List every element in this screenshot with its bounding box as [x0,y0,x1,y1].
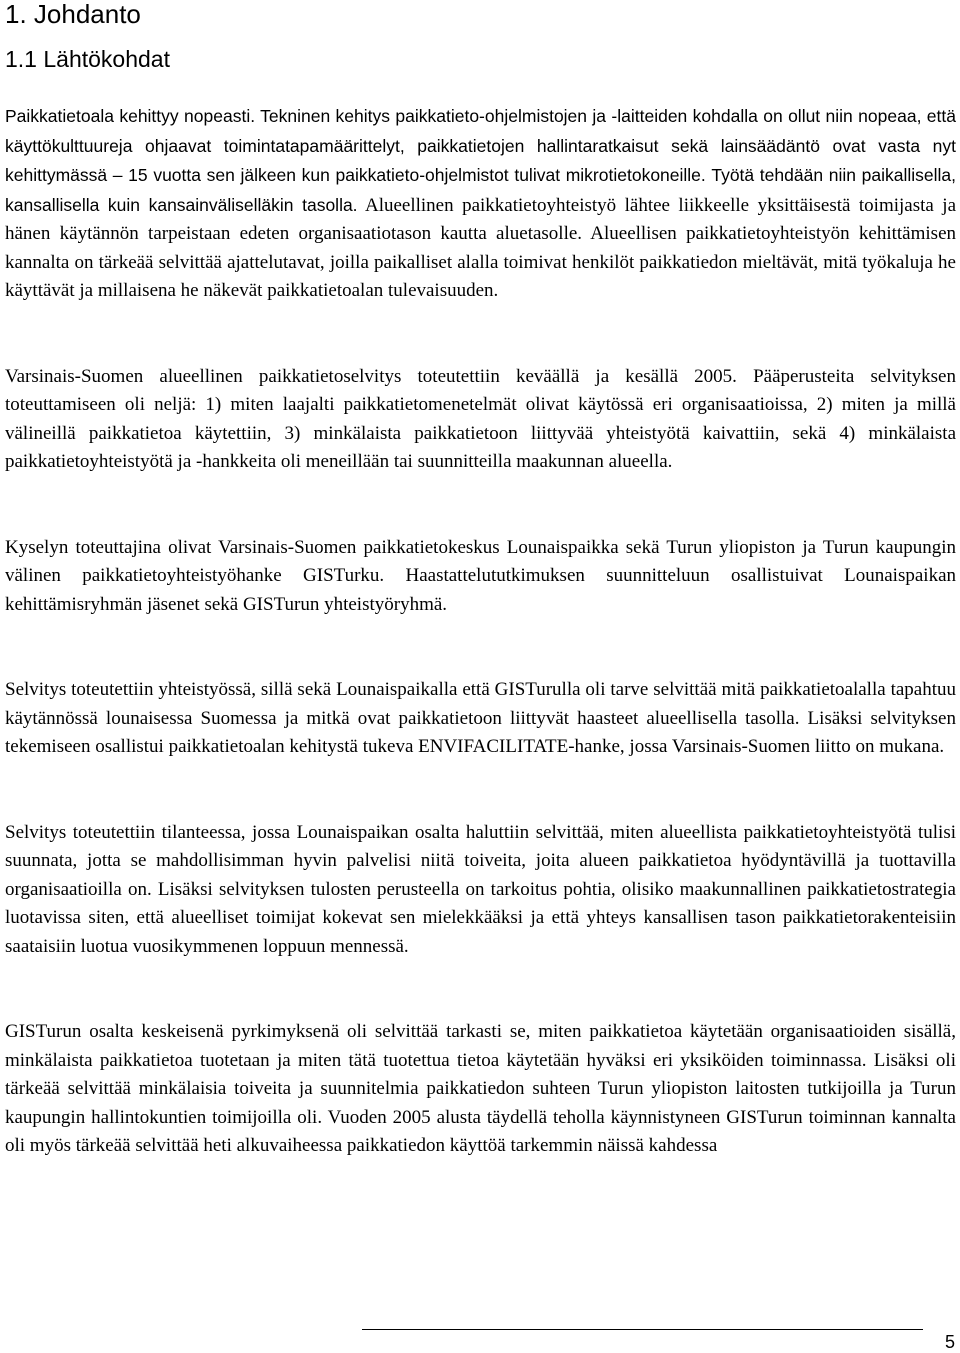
paragraph-1-part-2: Työtä tehdään niin paikallisella, kansallisella kuin kansainväliselläkin tasolla. [5,165,956,215]
paragraph-1-part-3: Alueellinen paikkatietoyhteistyö lähtee liikkeelle yksittäisestä toimijasta ja hänen käytännön tarpeistaan edeten organisaatiotason kautta aluetasolle. Alueellisen paikkatietoyhteistyön kehittämisen kannalta on tärkeää selvittää ajattelutavat, joilla paikalliset alalla toimivat henkilöt paikkatiedon mieltävät, mitä työkaluja he käyttävät ja millaisena he näkevät paikkatietoalan tulevaisuuden. [5,194,957,301]
chapter-heading: 1. Johdanto [5,0,141,29]
paragraph-6: GISTurun osalta keskeisenä pyrkimyksenä oli selvittää tarkasti se, miten paikkatietoa käytetään organisaatioiden sisällä, minkälaista paikkatietoa tuotetaan ja miten tätä tuotettua tietoa käytetään hyväksi eri yksiköiden toiminnassa. Lisäksi oli tärkeää selvittää minkälaisia toiveita ja suunnitelmia paikkatiedon suhteen Turun yliopiston laitosten tutkijoilla ja Turun kaupungin hallintokuntien toimijoilla oli. Vuoden 2005 alusta täydellä teholla käynnistyneen GISTurun toiminnan kannalta oli myös tärkeää selvittää heti alkuvaiheessa paikkatiedon käyttöä tarkemmin näissä kahdessa [5,1021,956,1156]
paragraph-2: Varsinais-Suomen alueellinen paikkatietoselvitys toteutettiin keväällä ja kesällä 2005. Pääperusteita selvityksen toteuttamiseen oli neljä: 1) miten laajalti paikkatietomenetelmät olivat käytössä eri organisaatioissa, 2) miten ja millä välineillä paikkatietoa käytettiin, 3) minkälaista paikkatietoon liittyvää yhteistyötä kaivattiin, sekä 4) minkälaista paikkatietoyhteistyötä ja -hankkeita oli meneillään tai suunnitteilla maakunnan alueella. [5,365,956,472]
paragraph-3: Kyselyn toteuttajina olivat Varsinais-Suomen paikkatietokeskus Lounaispaikka sekä Turun yliopiston ja Turun kaupungin välinen paikkatietoyhteistyöhanke GISTurku. Haastattelututkimuksen suunnitteluun osallistuivat Lounaispaikan kehittämisryhmän jäsenet sekä GISTurun yhteistyöryhmä. [5,536,956,615]
paragraph-5: Selvitys toteutettiin tilanteessa, jossa Lounaispaikan osalta haluttiin selvittää, miten alueellista paikkatietoyhteistyötä tulisi suunnata, jotta se mahdollisimman hyvin palvelisi niitä toiveita, joita alueen paikkatietoa hyödyntävillä ja tuottavilla organisaatioilla on. Lisäksi selvityksen tulosten perusteella on tarkoitus pohtia, olisiko maakunnallinen paikkatietostrategia luotavissa siten, että alueelliset toimijat kokevat sen mielekkääksi ja että yhteys kansallisen tason paikkatietorakenteisiin saataisiin luotua vuosikymmenen loppuun mennessä. [5,821,956,957]
paragraph-1 [5,102,956,306]
document-page [5,0,956,1161]
paragraph-1-part-1: Paikkatietoala kehittyy nopeasti. Tekninen kehitys paikkatieto-ohjelmistojen ja -laitteiden kohdalla on ollut niin nopeaa, että käyttökulttuureja ohjaavat toimintatapamäärittelyt, paikkatietojen hallintaratkaisut sekä lainsäädäntö ovat vasta nyt kehittymässä – 15 vuotta sen jälkeen kun paikkatieto-ohjelmistot tulivat mikrotietokoneille. [5,106,956,185]
page-number: 5 [944,1332,955,1352]
section-heading: 1.1 Lähtökohdat [5,46,170,72]
footer-divider [362,1329,923,1330]
paragraph-4: Selvitys toteutettiin yhteistyössä, sillä sekä Lounaispaikalla että GISTurulla oli tarve selvittää mitä paikkatietoalalla tapahtuu käytännössä lounaisessa Suomessa ja mitkä ovat paikkatietoon liittyvät haasteet alueellisella tasolla. Lisäksi selvityksen tekemiseen osallistui paikkatietoalan kehitystä tukeva ENVIFACILITATE-hanke, jossa Varsinais-Suomen liitto on mukana. [5,679,956,757]
